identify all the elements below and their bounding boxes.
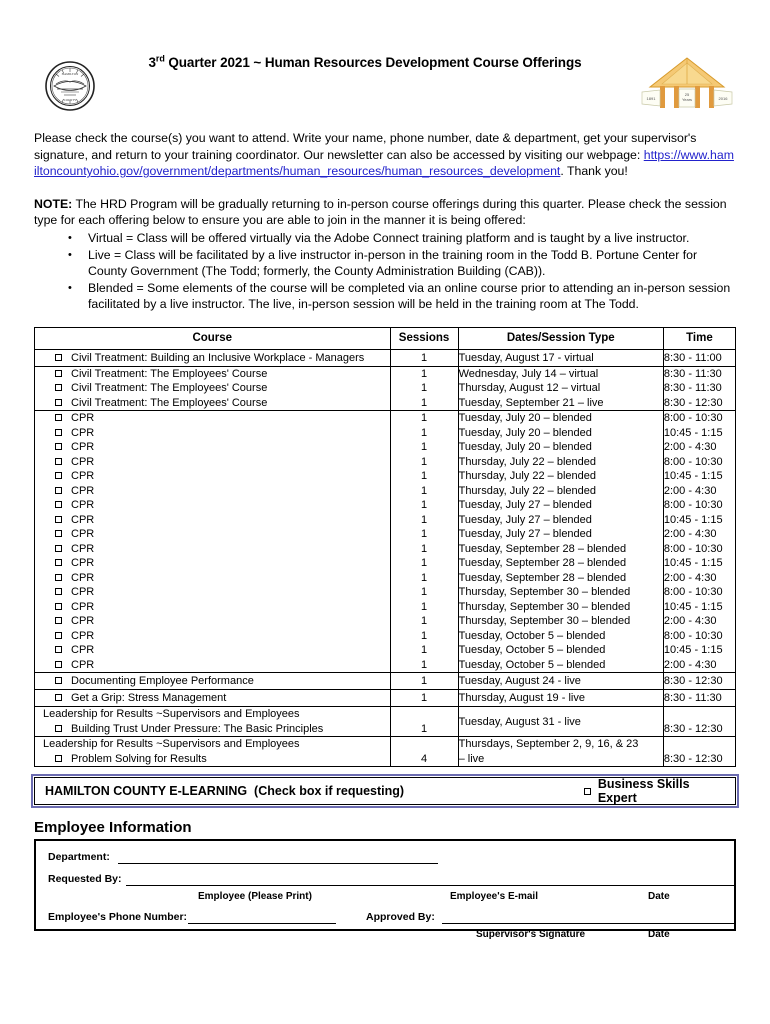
course-label: CPR bbox=[71, 470, 95, 483]
note-paragraph bbox=[34, 196, 736, 229]
table-row bbox=[35, 411, 736, 673]
intro-text-part1: Please check the course(s) you want to attend. Write your name, phone number, date & department, get your supervisor's signature, and return to your training coordinator. Our newsletter can also be accessed by visiting our webpage: bbox=[34, 131, 697, 162]
course-label: CPR bbox=[71, 528, 95, 541]
course-entry bbox=[35, 614, 390, 629]
checkbox-course[interactable] bbox=[55, 661, 62, 668]
time-value: 8:30 - 11:30 bbox=[663, 692, 722, 705]
checkbox-course[interactable] bbox=[55, 617, 62, 624]
cell-dates bbox=[458, 690, 663, 707]
sessions-value: 1 bbox=[420, 557, 428, 570]
cell-dates bbox=[458, 349, 663, 366]
checkbox-course[interactable] bbox=[55, 516, 62, 523]
time-value: 8:00 - 10:30 bbox=[663, 542, 723, 555]
course-label: CPR bbox=[71, 484, 95, 497]
note-text: The HRD Program will be gradually returning to in-person course offerings during this quarter. Please check the session type for each offering below to ensure you are able to join in the manner it is being offered: bbox=[34, 196, 727, 228]
course-label: Civil Treatment: The Employees' Course bbox=[71, 382, 268, 395]
checkbox-course[interactable] bbox=[55, 370, 62, 377]
bullet-item-live: • Live = Class will be facilitated by a live instructor in-person in the training room in the Todd B. Portune Center for County Government (The Todd; formerly, the County Administration Building (CAB)). bbox=[88, 247, 736, 280]
department-row bbox=[48, 851, 722, 873]
cell-dates bbox=[458, 737, 663, 767]
course-entry bbox=[35, 440, 390, 455]
signature-captions bbox=[48, 927, 722, 943]
course-label: CPR bbox=[71, 499, 95, 512]
sessions-value: 1 bbox=[420, 528, 428, 541]
sessions-value: 1 bbox=[420, 600, 428, 613]
date-session-type: Wednesday, July 14 – virtual bbox=[458, 367, 599, 380]
cell-sessions bbox=[390, 349, 458, 366]
cell-course bbox=[35, 349, 391, 366]
cell-time bbox=[663, 737, 735, 767]
course-entry bbox=[35, 396, 390, 411]
time-value: 8:30 - 12:30 bbox=[663, 752, 723, 765]
cell-dates bbox=[458, 411, 663, 673]
svg-text:2016: 2016 bbox=[718, 96, 728, 101]
checkbox-course[interactable] bbox=[55, 677, 62, 684]
course-label: CPR bbox=[71, 629, 95, 642]
checkbox-course[interactable] bbox=[55, 443, 62, 450]
course-entry bbox=[35, 643, 390, 658]
table-header-row bbox=[35, 327, 736, 349]
course-entry bbox=[35, 752, 390, 767]
course-label: CPR bbox=[71, 615, 95, 628]
course-entry bbox=[35, 469, 390, 484]
course-label: Civil Treatment: The Employees' Course bbox=[71, 396, 268, 409]
checkbox-course[interactable] bbox=[55, 354, 62, 361]
cell-dates bbox=[458, 673, 663, 690]
time-value: 8:00 - 10:30 bbox=[663, 499, 723, 512]
sessions-value: 1 bbox=[420, 586, 428, 599]
column-header-dates: Dates/Session Type bbox=[458, 327, 663, 349]
sessions-value: 1 bbox=[420, 412, 428, 425]
time-value: 10:45 - 1:15 bbox=[663, 470, 723, 483]
pavilion-logo-icon bbox=[638, 52, 736, 112]
time-value: 8:30 - 12:30 bbox=[663, 722, 723, 735]
checkbox-course[interactable] bbox=[55, 429, 62, 436]
checkbox-course[interactable] bbox=[55, 559, 62, 566]
course-entry bbox=[35, 585, 390, 600]
svg-text:Years: Years bbox=[681, 97, 693, 102]
elearning-title-group bbox=[45, 784, 404, 798]
time-value: 2:00 - 4:30 bbox=[663, 484, 717, 497]
cell-course bbox=[35, 737, 391, 767]
cell-sessions bbox=[390, 673, 458, 690]
table-row bbox=[35, 690, 736, 707]
sessions-value: 1 bbox=[420, 351, 428, 364]
time-value: 10:45 - 1:15 bbox=[663, 513, 723, 526]
sessions-value: 1 bbox=[420, 615, 428, 628]
sessions-value: 1 bbox=[420, 396, 428, 409]
sessions-value: 1 bbox=[420, 426, 428, 439]
course-entry bbox=[35, 556, 390, 571]
sessions-value: 1 bbox=[420, 675, 428, 688]
requested-by-input-line[interactable] bbox=[126, 885, 734, 886]
cell-course bbox=[35, 673, 391, 690]
date-session-type: Tuesday, September 28 – blended bbox=[458, 571, 627, 584]
cell-sessions bbox=[390, 366, 458, 411]
date-session-type: Thursdays, September 2, 9, 16, & 23 bbox=[458, 738, 639, 751]
table-row bbox=[35, 707, 736, 737]
date-session-type: Tuesday, August 31 - live bbox=[458, 715, 581, 728]
cell-course bbox=[35, 411, 391, 673]
date-session-type: Tuesday, July 27 – blended bbox=[458, 513, 592, 526]
note-section bbox=[34, 196, 736, 313]
checkbox-course[interactable] bbox=[55, 545, 62, 552]
time-value: 10:45 - 1:15 bbox=[663, 557, 723, 570]
sessions-value: 1 bbox=[420, 441, 428, 454]
sessions-value: 1 bbox=[420, 499, 428, 512]
cell-time bbox=[663, 690, 735, 707]
elearning-subtitle: (Check box if requesting) bbox=[254, 784, 405, 799]
checkbox-course[interactable] bbox=[55, 384, 62, 391]
course-offerings-table-wrapper bbox=[34, 327, 736, 768]
course-label: Civil Treatment: The Employees' Course bbox=[71, 367, 268, 380]
employee-phone-input-line[interactable] bbox=[188, 923, 336, 924]
course-entry bbox=[35, 381, 390, 396]
svg-text:HAMILTON: HAMILTON bbox=[61, 72, 79, 76]
course-label: CPR bbox=[71, 571, 95, 584]
date-session-type: Thursday, August 19 - live bbox=[458, 692, 585, 705]
caption-date-2: Date bbox=[648, 929, 670, 941]
cell-course bbox=[35, 366, 391, 411]
cell-dates bbox=[458, 366, 663, 411]
elearning-banner bbox=[34, 777, 736, 805]
table-row bbox=[35, 737, 736, 767]
sessions-value: 1 bbox=[420, 644, 428, 657]
date-session-type: Tuesday, July 20 – blended bbox=[458, 426, 592, 439]
date-session-type: Tuesday, September 28 – blended bbox=[458, 557, 627, 570]
table-body bbox=[35, 349, 736, 767]
checkbox-course[interactable] bbox=[55, 574, 62, 581]
course-entry bbox=[35, 527, 390, 542]
date-session-type: Tuesday, September 21 – live bbox=[458, 396, 604, 409]
intro-text-part2: . Thank you! bbox=[560, 164, 628, 179]
svg-text:1891: 1891 bbox=[646, 96, 656, 101]
time-value: 8:30 - 12:30 bbox=[663, 396, 723, 409]
time-value: 10:45 - 1:15 bbox=[663, 600, 723, 613]
course-entry bbox=[35, 600, 390, 615]
course-label: CPR bbox=[71, 441, 95, 454]
time-value: 8:30 - 12:30 bbox=[663, 675, 723, 688]
checkbox-course[interactable] bbox=[55, 414, 62, 421]
sessions-value: 4 bbox=[420, 752, 428, 765]
sessions-value: 1 bbox=[420, 658, 428, 671]
checkbox-course[interactable] bbox=[55, 725, 62, 732]
sessions-value: 1 bbox=[420, 692, 428, 705]
checkbox-course[interactable] bbox=[55, 487, 62, 494]
course-label: CPR bbox=[71, 513, 95, 526]
hrd-webpage-link[interactable]: https://www.hamiltoncountyohio.gov/government/departments/human_resources/human_resources_development bbox=[34, 147, 734, 179]
time-value: 8:30 - 11:00 bbox=[663, 351, 722, 364]
course-entry bbox=[35, 498, 390, 513]
course-label: Documenting Employee Performance bbox=[71, 675, 254, 688]
sessions-value: 1 bbox=[420, 513, 428, 526]
course-group-title: Leadership for Results ~Supervisors and Employees bbox=[43, 708, 300, 721]
checkbox-course[interactable] bbox=[55, 472, 62, 479]
table-row bbox=[35, 349, 736, 366]
caption-employee-email: Employee's E-mail bbox=[450, 891, 538, 903]
elearning-option-label: Business Skills Expert bbox=[597, 777, 690, 806]
table-row bbox=[35, 673, 736, 690]
date-session-type: Thursday, August 12 – virtual bbox=[458, 382, 601, 395]
employee-phone-label: Employee's Phone Number: bbox=[48, 911, 188, 924]
checkbox-course[interactable] bbox=[55, 530, 62, 537]
sessions-value: 1 bbox=[420, 455, 428, 468]
time-value: 10:45 - 1:15 bbox=[663, 644, 723, 657]
course-label: CPR bbox=[71, 644, 95, 657]
intro-paragraph bbox=[34, 130, 736, 180]
time-value: 10:45 - 1:15 bbox=[663, 426, 723, 439]
time-value: 8:00 - 10:30 bbox=[663, 412, 723, 425]
date-session-type: Thursday, July 22 – blended bbox=[458, 484, 596, 497]
phone-approved-row bbox=[48, 911, 722, 927]
checkbox-course[interactable] bbox=[55, 588, 62, 595]
caption-employee-print: Employee (Please Print) bbox=[198, 891, 312, 903]
checkbox-course[interactable] bbox=[55, 632, 62, 639]
date-session-type: Thursday, July 22 – blended bbox=[458, 470, 596, 483]
time-value: 2:00 - 4:30 bbox=[663, 571, 717, 584]
elearning-title: HAMILTON COUNTY E-LEARNING bbox=[45, 784, 248, 799]
date-session-type: Tuesday, August 24 - live bbox=[458, 675, 581, 688]
svg-text:COUNTY: COUNTY bbox=[63, 98, 77, 102]
title-ordinal-suffix: rd bbox=[155, 53, 165, 64]
time-value: 8:30 - 11:30 bbox=[663, 367, 722, 380]
time-value: 2:00 - 4:30 bbox=[663, 658, 717, 671]
cell-time bbox=[663, 673, 735, 690]
course-group-title: Leadership for Results ~Supervisors and Employees bbox=[43, 738, 300, 751]
course-entry bbox=[35, 722, 390, 737]
cell-sessions bbox=[390, 690, 458, 707]
course-entry bbox=[35, 542, 390, 557]
caption-supervisor-signature: Supervisor's Signature bbox=[476, 929, 586, 941]
caption-date-1: Date bbox=[648, 891, 670, 903]
date-session-type: Thursday, September 30 – blended bbox=[458, 600, 631, 613]
sessions-value: 1 bbox=[420, 484, 428, 497]
course-label: Building Trust Under Pressure: The Basic Principles bbox=[71, 722, 324, 735]
course-entry bbox=[35, 658, 390, 673]
page-title bbox=[104, 55, 626, 70]
cell-time bbox=[663, 411, 735, 673]
time-value: 2:00 - 4:30 bbox=[663, 441, 717, 454]
cell-sessions bbox=[390, 707, 458, 737]
course-label: CPR bbox=[71, 586, 95, 599]
cell-course bbox=[35, 707, 391, 737]
course-entry bbox=[35, 673, 390, 689]
checkbox-course[interactable] bbox=[55, 646, 62, 653]
date-session-type: Thursday, July 22 – blended bbox=[458, 455, 596, 468]
department-input-line[interactable] bbox=[118, 863, 438, 864]
course-entry bbox=[35, 571, 390, 586]
date-session-type: Tuesday, August 17 - virtual bbox=[458, 351, 594, 364]
sessions-value: 1 bbox=[420, 382, 428, 395]
date-session-type: Thursday, September 30 – blended bbox=[458, 615, 631, 628]
course-label: Civil Treatment: Building an Inclusive Workplace - Managers bbox=[71, 351, 365, 364]
cell-sessions bbox=[390, 411, 458, 673]
title-rest: Quarter 2021 ~ Human Resources Development Course Offerings bbox=[164, 55, 582, 70]
sessions-value: 1 bbox=[420, 542, 428, 555]
checkbox-course[interactable] bbox=[55, 458, 62, 465]
time-value: 2:00 - 4:30 bbox=[663, 615, 717, 628]
course-label: CPR bbox=[71, 412, 95, 425]
time-value: 8:00 - 10:30 bbox=[663, 455, 723, 468]
time-value: 8:00 - 10:30 bbox=[663, 586, 723, 599]
cell-time bbox=[663, 349, 735, 366]
requested-by-row bbox=[48, 873, 722, 889]
course-entry bbox=[35, 426, 390, 441]
course-entry bbox=[35, 484, 390, 499]
date-session-type: Thursday, September 30 – blended bbox=[458, 586, 631, 599]
date-session-type: Tuesday, July 20 – blended bbox=[458, 441, 592, 454]
cell-time bbox=[663, 366, 735, 411]
time-value: 8:00 - 10:30 bbox=[663, 629, 723, 642]
column-header-course: Course bbox=[35, 327, 391, 349]
elearning-option-group[interactable] bbox=[584, 777, 725, 805]
session-type-bullet-list bbox=[34, 230, 736, 313]
date-session-type: Tuesday, October 5 – blended bbox=[458, 644, 606, 657]
course-entry bbox=[35, 350, 390, 366]
course-label: Get a Grip: Stress Management bbox=[71, 692, 227, 705]
course-label: Problem Solving for Results bbox=[71, 752, 207, 765]
requested-by-captions bbox=[48, 889, 722, 911]
sessions-value: 1 bbox=[420, 571, 428, 584]
cell-course bbox=[35, 690, 391, 707]
date-session-type: Tuesday, September 28 – blended bbox=[458, 542, 627, 555]
checkbox-course[interactable] bbox=[55, 755, 62, 762]
cell-dates bbox=[458, 707, 663, 737]
sessions-value: 1 bbox=[420, 470, 428, 483]
course-entry bbox=[35, 513, 390, 528]
course-label: CPR bbox=[71, 600, 95, 613]
document-header bbox=[34, 52, 736, 124]
bullet-item-virtual: • Virtual = Class will be offered virtually via the Adobe Connect training platform and is taught by a live instructor. bbox=[88, 230, 736, 247]
column-header-sessions: Sessions bbox=[390, 327, 458, 349]
time-value: 2:00 - 4:30 bbox=[663, 528, 717, 541]
approved-by-label: Approved By: bbox=[366, 911, 435, 924]
course-label: CPR bbox=[71, 455, 95, 468]
sessions-value: 1 bbox=[420, 367, 428, 380]
course-entry bbox=[35, 455, 390, 470]
time-value: 8:30 - 11:30 bbox=[663, 382, 722, 395]
employee-information-box bbox=[34, 839, 736, 941]
date-session-type: – live bbox=[458, 752, 485, 765]
course-entry bbox=[35, 690, 390, 706]
date-session-type: Tuesday, October 5 – blended bbox=[458, 629, 606, 642]
course-entry bbox=[35, 367, 390, 382]
sessions-value: 1 bbox=[420, 629, 428, 642]
checkbox-business-skills-expert[interactable] bbox=[584, 788, 591, 795]
bullet-item-blended: • Blended = Some elements of the course will be completed via an online course prior to attending an in-person session facilitated by a live instructor. The live, in-person session will be held in the training room at The Todd. bbox=[88, 280, 736, 313]
sessions-value: 1 bbox=[420, 722, 428, 735]
course-label: CPR bbox=[71, 557, 95, 570]
course-entry bbox=[35, 411, 390, 426]
course-label: CPR bbox=[71, 542, 95, 555]
employee-information-heading: Employee Information bbox=[34, 819, 192, 837]
svg-text:25: 25 bbox=[684, 92, 690, 97]
approved-by-input-line[interactable] bbox=[442, 923, 734, 924]
course-label: CPR bbox=[71, 426, 95, 439]
checkbox-course[interactable] bbox=[55, 694, 62, 701]
cell-time bbox=[663, 707, 735, 737]
checkbox-course[interactable] bbox=[55, 603, 62, 610]
course-entry bbox=[35, 629, 390, 644]
checkbox-course[interactable] bbox=[55, 501, 62, 508]
column-header-time: Time bbox=[663, 327, 735, 349]
course-label: CPR bbox=[71, 658, 95, 671]
title-quarter-number: 3 bbox=[148, 55, 156, 70]
date-session-type: Tuesday, July 20 – blended bbox=[458, 412, 592, 425]
course-offerings-table bbox=[34, 327, 736, 768]
cell-sessions bbox=[390, 737, 458, 767]
requested-by-label: Requested By: bbox=[48, 873, 122, 886]
checkbox-course[interactable] bbox=[55, 399, 62, 406]
date-session-type: Tuesday, October 5 – blended bbox=[458, 658, 606, 671]
date-session-type: Tuesday, July 27 – blended bbox=[458, 528, 592, 541]
note-label: NOTE: bbox=[34, 196, 73, 211]
department-label: Department: bbox=[48, 851, 110, 864]
table-row bbox=[35, 366, 736, 411]
date-session-type: Tuesday, July 27 – blended bbox=[458, 499, 592, 512]
county-seal-icon bbox=[44, 60, 96, 112]
